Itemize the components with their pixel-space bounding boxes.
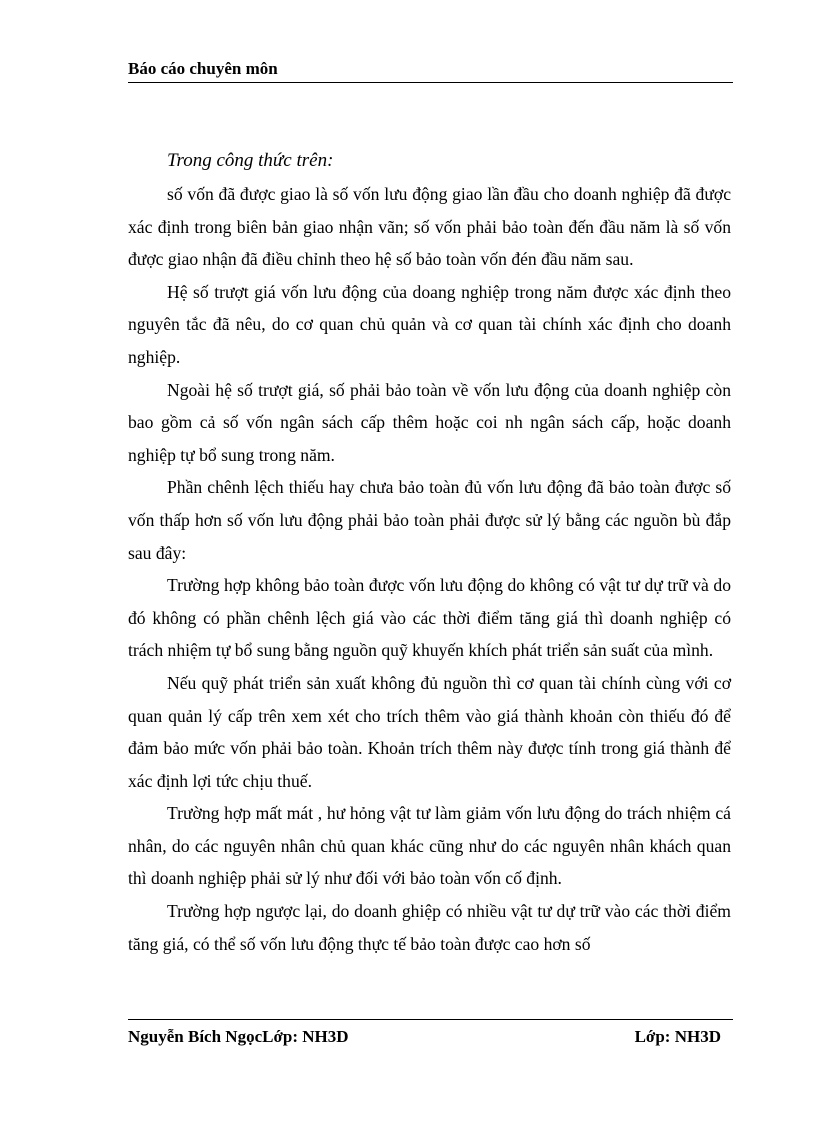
paragraph: Trường hợp ngược lại, do doanh ghiệp có nhiều vật tư dự trữ vào các thời điểm tăng giá, có thể số vốn lưu động thực tế bảo toàn được cao hơn số bbox=[128, 901, 731, 954]
paragraph: số vốn đã được giao là số vốn lưu động giao lần đầu cho doanh nghiệp đã được xác định trong biên bản giao nhận vãn; số vốn phải bảo toàn đến đầu năm là số vốn được giao nhận đã điều chỉnh theo hệ số bảo toàn vốn đén đầu năm sau. bbox=[128, 184, 731, 270]
paragraph: Nếu quỹ phát triển sản xuất không đủ nguồn thì cơ quan tài chính cùng với cơ quan quản lý cấp trên xem xét cho trích thêm vào giá thành khoản còn thiếu đó để đảm bảo mức vốn phải bảo toàn. Khoản trích thêm này được tính trong giá thành để xác định lợi tức chịu thuế. bbox=[128, 672, 731, 791]
paragraph: Trường hợp mất mát , hư hỏng vật tư làm giảm vốn lưu động do trách nhiệm cá nhân, do các nguyên nhân chủ quan khác cũng như do các nguyên nhân khách quan thì doanh nghiệp phải sử lý như đối với bảo toàn vốn cố định. bbox=[128, 803, 731, 889]
paragraph: Trường hợp không bảo toàn được vốn lưu động do không có vật tư dự trữ và do đó không có phần chênh lệch giá vào các thời điểm tăng giá thì doanh nghiệp có trách nhiệm tự bổ sung bằng nguồn quỹ khuyến khích phát triển sản suất của mình. bbox=[128, 575, 731, 661]
page-footer bbox=[128, 1019, 733, 1050]
page-header bbox=[128, 58, 733, 83]
footer-class: Lớp: NH3D bbox=[634, 1027, 721, 1046]
document-body bbox=[128, 143, 731, 960]
paragraph: Ngoài hệ số trượt giá, số phải bảo toàn về vốn lưu động của doanh nghiệp còn bao gồm cả số vốn ngân sách cấp thêm hoặc coi nh ngân sách cấp, hoặc doanh nghiệp tự bổ sung trong năm. bbox=[128, 379, 731, 465]
footer-author: Nguyễn Bích NgọcLớp: NH3D bbox=[128, 1027, 349, 1046]
section-heading: Trong công thức trên: bbox=[167, 150, 334, 171]
header-title: Báo cáo chuyên môn bbox=[128, 59, 278, 78]
paragraph: Phần chênh lệch thiếu hay chưa bảo toàn đủ vốn lưu động đã bảo toàn được số vốn thấp hơn số vốn lưu động phải bảo toàn phải được sử lý bằng các nguồn bù đắp sau đây: bbox=[128, 477, 731, 563]
paragraph: Hệ số trượt giá vốn lưu động của doang nghiệp trong năm được xác định theo nguyên tắc đã nêu, do cơ quan chủ quản và cơ quan tài chính xác định cho doanh nghiệp. bbox=[128, 281, 731, 367]
